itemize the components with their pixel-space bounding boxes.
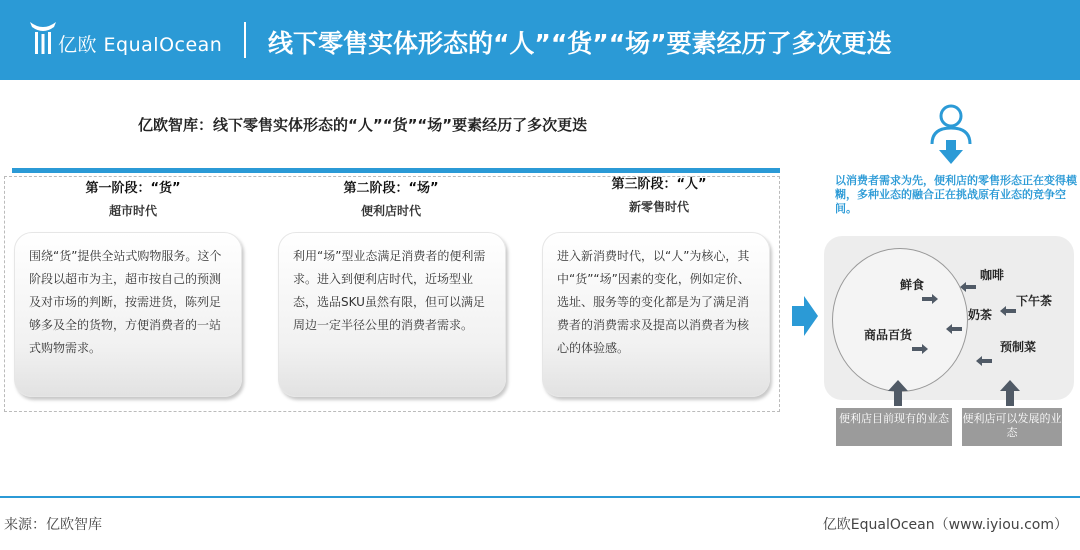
arrow-right-icon xyxy=(922,294,938,304)
stage-3-card: 进入新消费时代，以“人”为核心，其中“货”“场”因素的变化，例如定价、选址、服务等的变化都是为了满足消费者的消费需求及提高以消费者为核心的体验感。 xyxy=(542,232,770,397)
format-prepared-dishes: 预制菜 xyxy=(1000,340,1037,354)
label-current-formats: 便利店目前现有的业态 xyxy=(836,408,952,446)
source-note: 来源：亿欧智库 xyxy=(4,517,102,533)
arrow-up-icon xyxy=(888,380,908,406)
chart-subtitle: 亿欧智库：线下零售实体形态的“人”“货”“场”要素经历了多次更迭 xyxy=(138,116,588,134)
arrow-left-icon xyxy=(1000,306,1016,316)
format-fresh-food: 鲜食 xyxy=(900,278,925,292)
stage-1-subtitle: 超市时代 xyxy=(108,204,157,218)
stage-2-subtitle: 便利店时代 xyxy=(360,204,421,218)
arrow-up-icon xyxy=(1000,380,1020,406)
stage-3-subtitle: 新零售时代 xyxy=(628,200,689,214)
format-coffee: 咖啡 xyxy=(980,268,1005,282)
current-formats-circle xyxy=(832,248,968,392)
brand-name: 亿欧 EqualOcean xyxy=(58,34,223,56)
page-title: 线下零售实体形态的“人”“货”“场”要素经历了多次更迭 xyxy=(268,29,892,58)
arrow-left-icon xyxy=(960,282,976,292)
stage-1-header xyxy=(23,177,243,219)
consumer-icon xyxy=(928,104,974,166)
header-divider xyxy=(244,22,246,58)
arrow-left-icon xyxy=(946,324,962,334)
stage-3-header xyxy=(549,173,769,215)
stage-1-title: 第一阶段：“货” xyxy=(85,181,181,196)
stage-3-title: 第三阶段：“人” xyxy=(611,177,707,192)
equalocean-logo-icon xyxy=(28,18,58,58)
format-afternoon-tea: 下午茶 xyxy=(1016,294,1053,308)
footer-divider xyxy=(0,496,1080,498)
stage-1-card: 围绕“货”提供全站式购物服务。这个阶段以超市为主，超市按自己的预测及对市场的判断，按需进货，陈列足够多及全的货物，方便消费者的一站式购物需求。 xyxy=(14,232,242,397)
consumer-note: 以消费者需求为先，便利店的零售形态正在变得模糊，多种业态的融合正在挑战原有业态的竞争空间。 xyxy=(835,174,1077,215)
arrow-right-icon xyxy=(912,344,928,354)
arrow-right-icon xyxy=(792,296,818,336)
header-banner xyxy=(0,0,1080,80)
stage-2-card: 利用“场”型业态满足消费者的便利需求。进入到便利店时代，近场型业态，选品SKU虽然有限，但可以满足周边一定半径公里的消费者需求。 xyxy=(278,232,506,397)
stage-2-title: 第二阶段：“场” xyxy=(343,181,439,196)
format-general-goods: 商品百货 xyxy=(864,328,913,342)
label-potential-formats: 便利店可以发展的业态 xyxy=(962,408,1062,446)
site-credit: 亿欧EqualOcean（www.iyiou.com） xyxy=(822,517,1068,533)
format-milk-tea: 奶茶 xyxy=(968,308,993,322)
arrow-left-icon xyxy=(976,356,992,366)
stage-2-header xyxy=(281,177,501,219)
